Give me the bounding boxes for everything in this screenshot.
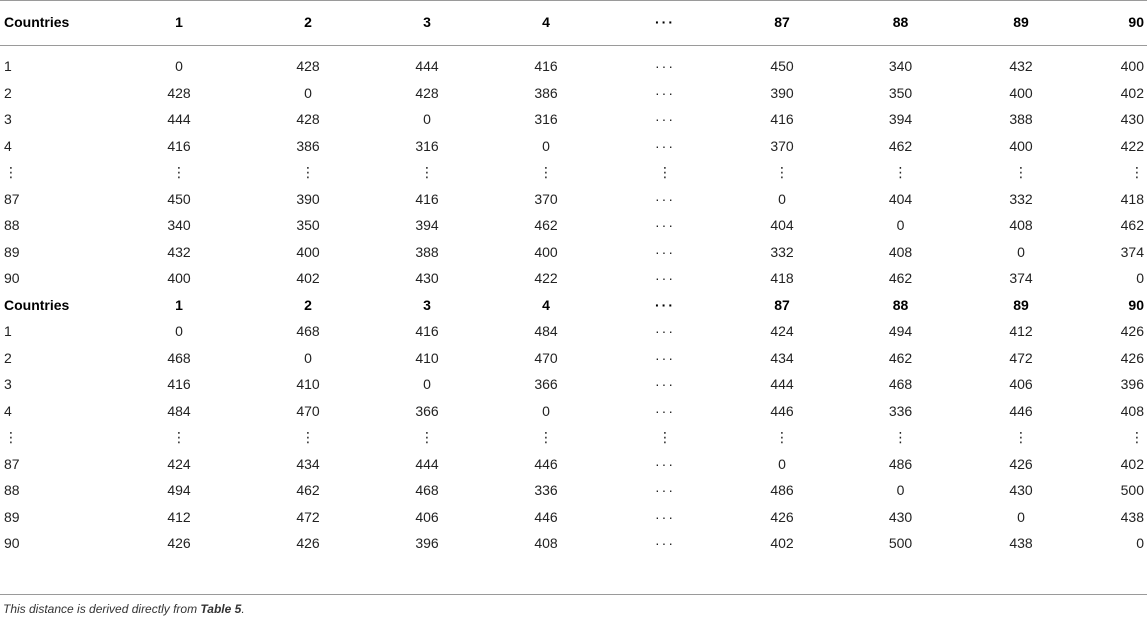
- cell-label: ⋮: [4, 164, 18, 181]
- cell-col-9: 0: [1136, 270, 1144, 286]
- cell-col-5: ···: [655, 217, 675, 233]
- cell-col-3: 406: [415, 508, 439, 525]
- cell-col-1: 0: [175, 58, 183, 74]
- cell-col-3: 0: [423, 111, 431, 127]
- cell-col-2: 428: [296, 58, 320, 74]
- cell-col-4: 408: [534, 535, 558, 551]
- cell-col-5: ···: [655, 137, 675, 154]
- cell-col-9: 500: [1120, 482, 1144, 498]
- cell-col-1: 426: [167, 535, 191, 551]
- cell-label: 87: [4, 455, 20, 472]
- cell-col-3: ⋮: [420, 164, 434, 181]
- cell-col-9: 418: [1120, 190, 1144, 207]
- cell-col-5: ···: [655, 455, 675, 472]
- cell-col-7: 0: [896, 217, 905, 233]
- cell-col-1: 432: [167, 243, 191, 260]
- cell-col-5: ···: [655, 482, 675, 498]
- cell-col-9: 400: [1120, 58, 1144, 74]
- cell-col-8: 472: [1009, 349, 1033, 366]
- cell-col-6: 450: [770, 58, 794, 74]
- cell-col-3: 394: [415, 217, 439, 233]
- cell-col-1: 400: [167, 270, 191, 286]
- cell-col-9: 374: [1120, 243, 1144, 260]
- cell-label: 3: [4, 111, 12, 127]
- cell-col-5: ···: [655, 243, 675, 260]
- table-row: [0, 398, 1147, 425]
- cell-col-1: 416: [167, 137, 191, 154]
- cell-col-3: ⋮: [420, 429, 434, 446]
- cell-col-1: 484: [167, 402, 191, 419]
- cell-label: 4: [4, 137, 12, 154]
- header-cell-col-5: ···: [655, 296, 675, 313]
- cell-col-6: 332: [770, 243, 794, 260]
- cell-col-2: 400: [296, 243, 320, 260]
- footnote-suffix: .: [241, 602, 245, 616]
- cell-col-6: 404: [770, 217, 794, 233]
- cell-col-6: 0: [778, 455, 786, 472]
- cell-col-9: ⋮: [1130, 164, 1144, 181]
- cell-col-2: 390: [296, 190, 320, 207]
- cell-col-8: 438: [1009, 535, 1033, 551]
- cell-col-6: 444: [770, 376, 794, 392]
- table-row: [0, 239, 1147, 266]
- cell-label: ⋮: [4, 429, 18, 446]
- cell-col-3: 0: [423, 376, 431, 392]
- table-row: [0, 530, 1147, 557]
- cell-col-4: 484: [534, 323, 558, 339]
- cell-col-2: 428: [296, 111, 320, 127]
- cell-col-6: 0: [778, 190, 786, 207]
- cell-label: 87: [4, 190, 20, 207]
- cell-label: 89: [4, 508, 20, 525]
- cell-col-5: ···: [655, 58, 675, 74]
- cell-col-3: 430: [415, 270, 439, 286]
- footnote-table-reference: Table 5: [200, 602, 242, 616]
- table-row: [0, 451, 1147, 478]
- cell-col-7: 336: [888, 402, 913, 419]
- cell-col-6: ⋮: [775, 429, 789, 446]
- cell-col-3: 444: [415, 58, 439, 74]
- header-cell-col-3: 3: [423, 14, 431, 30]
- cell-label: 2: [4, 349, 12, 366]
- table-row: [0, 159, 1147, 186]
- cell-col-9: 430: [1120, 111, 1144, 127]
- cell-col-6: 434: [770, 349, 794, 366]
- cell-col-8: 0: [1017, 508, 1025, 525]
- cell-col-2: 472: [296, 508, 320, 525]
- cell-col-7: 408: [888, 243, 913, 260]
- header-cell-col-2: 2: [304, 14, 312, 30]
- cell-col-7: 404: [888, 190, 913, 207]
- cell-col-7: 430: [888, 508, 913, 525]
- cell-col-9: 402: [1120, 455, 1144, 472]
- cell-col-4: 462: [534, 217, 558, 233]
- cell-label: 1: [4, 323, 12, 339]
- cell-col-7: 500: [888, 535, 913, 551]
- cell-col-1: 412: [167, 508, 191, 525]
- header-cell-col-4: 4: [542, 14, 550, 30]
- cell-col-3: 410: [415, 349, 439, 366]
- table-row: [0, 318, 1147, 345]
- cell-col-4: 0: [542, 402, 550, 419]
- cell-col-7: 0: [896, 482, 905, 498]
- table-row: [0, 212, 1147, 239]
- cell-col-3: 388: [415, 243, 439, 260]
- cell-col-7: ⋮: [893, 164, 908, 181]
- cell-col-5: ···: [655, 190, 675, 207]
- cell-col-8: 374: [1009, 270, 1033, 286]
- table-bottom-rule: [0, 594, 1147, 595]
- cell-col-1: 416: [167, 376, 191, 392]
- cell-col-8: 332: [1009, 190, 1033, 207]
- header-cell-col-8: 89: [1013, 14, 1029, 30]
- header-cell-col-2: 2: [304, 296, 312, 313]
- header-cell-col-8: 89: [1013, 296, 1029, 313]
- cell-col-9: 408: [1120, 402, 1144, 419]
- cell-col-2: 410: [296, 376, 320, 392]
- cell-col-5: ⋮: [658, 164, 672, 181]
- cell-col-8: ⋮: [1014, 429, 1028, 446]
- cell-col-2: 402: [296, 270, 320, 286]
- cell-label: 90: [4, 270, 20, 286]
- cell-col-6: ⋮: [775, 164, 789, 181]
- cell-col-1: 424: [167, 455, 191, 472]
- cell-col-2: 426: [296, 535, 320, 551]
- cell-col-2: 470: [296, 402, 320, 419]
- cell-col-5: ···: [655, 402, 675, 419]
- table-row: [0, 424, 1147, 451]
- cell-col-5: ···: [655, 323, 675, 339]
- cell-col-3: 366: [415, 402, 439, 419]
- table-header-row: [0, 0, 1147, 45]
- cell-col-3: 316: [415, 137, 439, 154]
- cell-col-8: 400: [1009, 137, 1033, 154]
- cell-col-8: 0: [1017, 243, 1025, 260]
- cell-col-9: 396: [1120, 376, 1144, 392]
- header-cell-col-4: 4: [542, 296, 550, 313]
- cell-col-9: 462: [1120, 217, 1144, 233]
- cell-col-3: 416: [415, 190, 439, 207]
- cell-col-6: 390: [770, 84, 794, 101]
- cell-col-8: 426: [1009, 455, 1033, 472]
- cell-col-1: 450: [167, 190, 191, 207]
- table-row: [0, 345, 1147, 372]
- cell-col-3: 468: [415, 482, 439, 498]
- cell-col-1: 340: [167, 217, 191, 233]
- header-cell-col-1: 1: [175, 14, 183, 30]
- cell-col-5: ···: [655, 508, 675, 525]
- cell-col-2: 468: [296, 323, 320, 339]
- cell-label: 3: [4, 376, 12, 392]
- cell-col-5: ···: [655, 349, 675, 366]
- cell-col-6: 426: [770, 508, 794, 525]
- footnote-prefix: This distance is derived directly from: [3, 602, 201, 616]
- header-cell-col-7: 88: [892, 296, 909, 313]
- header-cell-label: Countries: [4, 14, 70, 30]
- cell-col-4: 446: [534, 455, 558, 472]
- cell-col-4: 370: [534, 190, 558, 207]
- cell-col-9: 426: [1120, 349, 1144, 366]
- cell-col-8: 388: [1009, 111, 1033, 127]
- cell-col-4: 366: [534, 376, 558, 392]
- cell-col-2: 350: [296, 217, 320, 233]
- cell-col-7: 462: [888, 270, 913, 286]
- header-cell-col-6: 87: [774, 14, 790, 30]
- header-cell-col-3: 3: [423, 296, 431, 313]
- cell-col-6: 370: [770, 137, 794, 154]
- cell-col-7: 486: [888, 455, 913, 472]
- cell-col-4: 386: [534, 84, 558, 101]
- cell-col-2: 0: [304, 349, 312, 366]
- cell-col-5: ⋮: [658, 429, 672, 446]
- table-footnote: [3, 602, 245, 616]
- table-row: [0, 371, 1147, 398]
- table-header-row-2: [0, 292, 1147, 319]
- cell-col-2: 434: [296, 455, 320, 472]
- header-cell-col-6: 87: [774, 296, 790, 313]
- cell-col-1: ⋮: [172, 164, 186, 181]
- cell-col-1: 494: [167, 482, 191, 498]
- cell-col-5: ···: [655, 111, 675, 127]
- cell-col-5: ···: [655, 376, 675, 392]
- cell-col-2: 462: [296, 482, 320, 498]
- cell-col-7: 462: [888, 137, 913, 154]
- header-cell-col-7: 88: [892, 14, 909, 30]
- cell-col-4: 0: [542, 137, 550, 154]
- cell-col-4: 446: [534, 508, 558, 525]
- cell-col-5: ···: [655, 535, 675, 551]
- cell-col-7: 494: [888, 323, 913, 339]
- cell-col-6: 402: [770, 535, 794, 551]
- cell-col-6: 416: [770, 111, 794, 127]
- cell-label: 89: [4, 243, 20, 260]
- cell-col-7: 340: [888, 58, 913, 74]
- cell-label: 1: [4, 58, 12, 74]
- cell-col-8: 408: [1009, 217, 1033, 233]
- cell-label: 88: [4, 482, 20, 498]
- cell-col-9: 438: [1120, 508, 1144, 525]
- table-row: [0, 477, 1147, 504]
- cell-col-7: 350: [888, 84, 913, 101]
- table-row: [0, 186, 1147, 213]
- cell-col-1: ⋮: [172, 429, 186, 446]
- cell-col-9: 402: [1120, 84, 1144, 101]
- cell-col-6: 424: [770, 323, 794, 339]
- cell-col-8: 412: [1009, 323, 1033, 339]
- cell-col-4: 470: [534, 349, 558, 366]
- cell-col-4: ⋮: [539, 429, 553, 446]
- table-row: [0, 133, 1147, 160]
- cell-col-3: 416: [415, 323, 439, 339]
- cell-col-9: 0: [1136, 535, 1144, 551]
- header-cell-col-9: 90: [1128, 296, 1144, 313]
- cell-col-8: 432: [1009, 58, 1033, 74]
- cell-col-8: 446: [1009, 402, 1033, 419]
- cell-label: 88: [4, 217, 20, 233]
- cell-col-4: 336: [534, 482, 558, 498]
- cell-col-8: 430: [1009, 482, 1033, 498]
- table-row: [0, 265, 1147, 292]
- cell-col-1: 428: [167, 84, 191, 101]
- header-cell-col-1: 1: [175, 296, 183, 313]
- cell-col-2: 386: [296, 137, 320, 154]
- cell-col-2: ⋮: [301, 429, 315, 446]
- cell-col-2: 0: [304, 84, 312, 101]
- cell-col-1: 468: [167, 349, 191, 366]
- cell-col-4: 400: [534, 243, 558, 260]
- header-cell-col-9: 90: [1128, 14, 1144, 30]
- cell-col-7: 468: [888, 376, 913, 392]
- cell-col-9: ⋮: [1130, 429, 1144, 446]
- cell-col-1: 0: [175, 323, 183, 339]
- table-row: [0, 45, 1147, 80]
- cell-col-7: 462: [888, 349, 913, 366]
- cell-col-4: 316: [534, 111, 558, 127]
- cell-col-4: 422: [534, 270, 558, 286]
- cell-col-5: ···: [655, 270, 675, 286]
- cell-col-6: 486: [770, 482, 794, 498]
- cell-label: 4: [4, 402, 12, 419]
- cell-col-4: 416: [534, 58, 558, 74]
- cell-col-3: 444: [415, 455, 439, 472]
- cell-col-8: 406: [1009, 376, 1033, 392]
- cell-col-2: ⋮: [301, 164, 315, 181]
- cell-label: 90: [4, 535, 20, 551]
- cell-col-4: ⋮: [539, 164, 553, 181]
- cell-col-9: 426: [1120, 323, 1144, 339]
- cell-col-7: 394: [888, 111, 913, 127]
- cell-col-6: 418: [770, 270, 794, 286]
- cell-col-7: ⋮: [893, 429, 908, 446]
- cell-col-1: 444: [167, 111, 191, 127]
- table-row: [0, 106, 1147, 133]
- cell-col-6: 446: [770, 402, 794, 419]
- cell-col-8: 400: [1009, 84, 1033, 101]
- cell-col-8: ⋮: [1014, 164, 1028, 181]
- header-cell-col-5: ···: [655, 14, 675, 30]
- cell-col-5: ···: [655, 84, 675, 101]
- table-row: [0, 80, 1147, 107]
- table-row: [0, 504, 1147, 531]
- cell-label: 2: [4, 84, 12, 101]
- cell-col-3: 396: [415, 535, 439, 551]
- header-cell-label: Countries: [4, 296, 70, 313]
- cell-col-9: 422: [1120, 137, 1144, 154]
- cell-col-3: 428: [415, 84, 439, 101]
